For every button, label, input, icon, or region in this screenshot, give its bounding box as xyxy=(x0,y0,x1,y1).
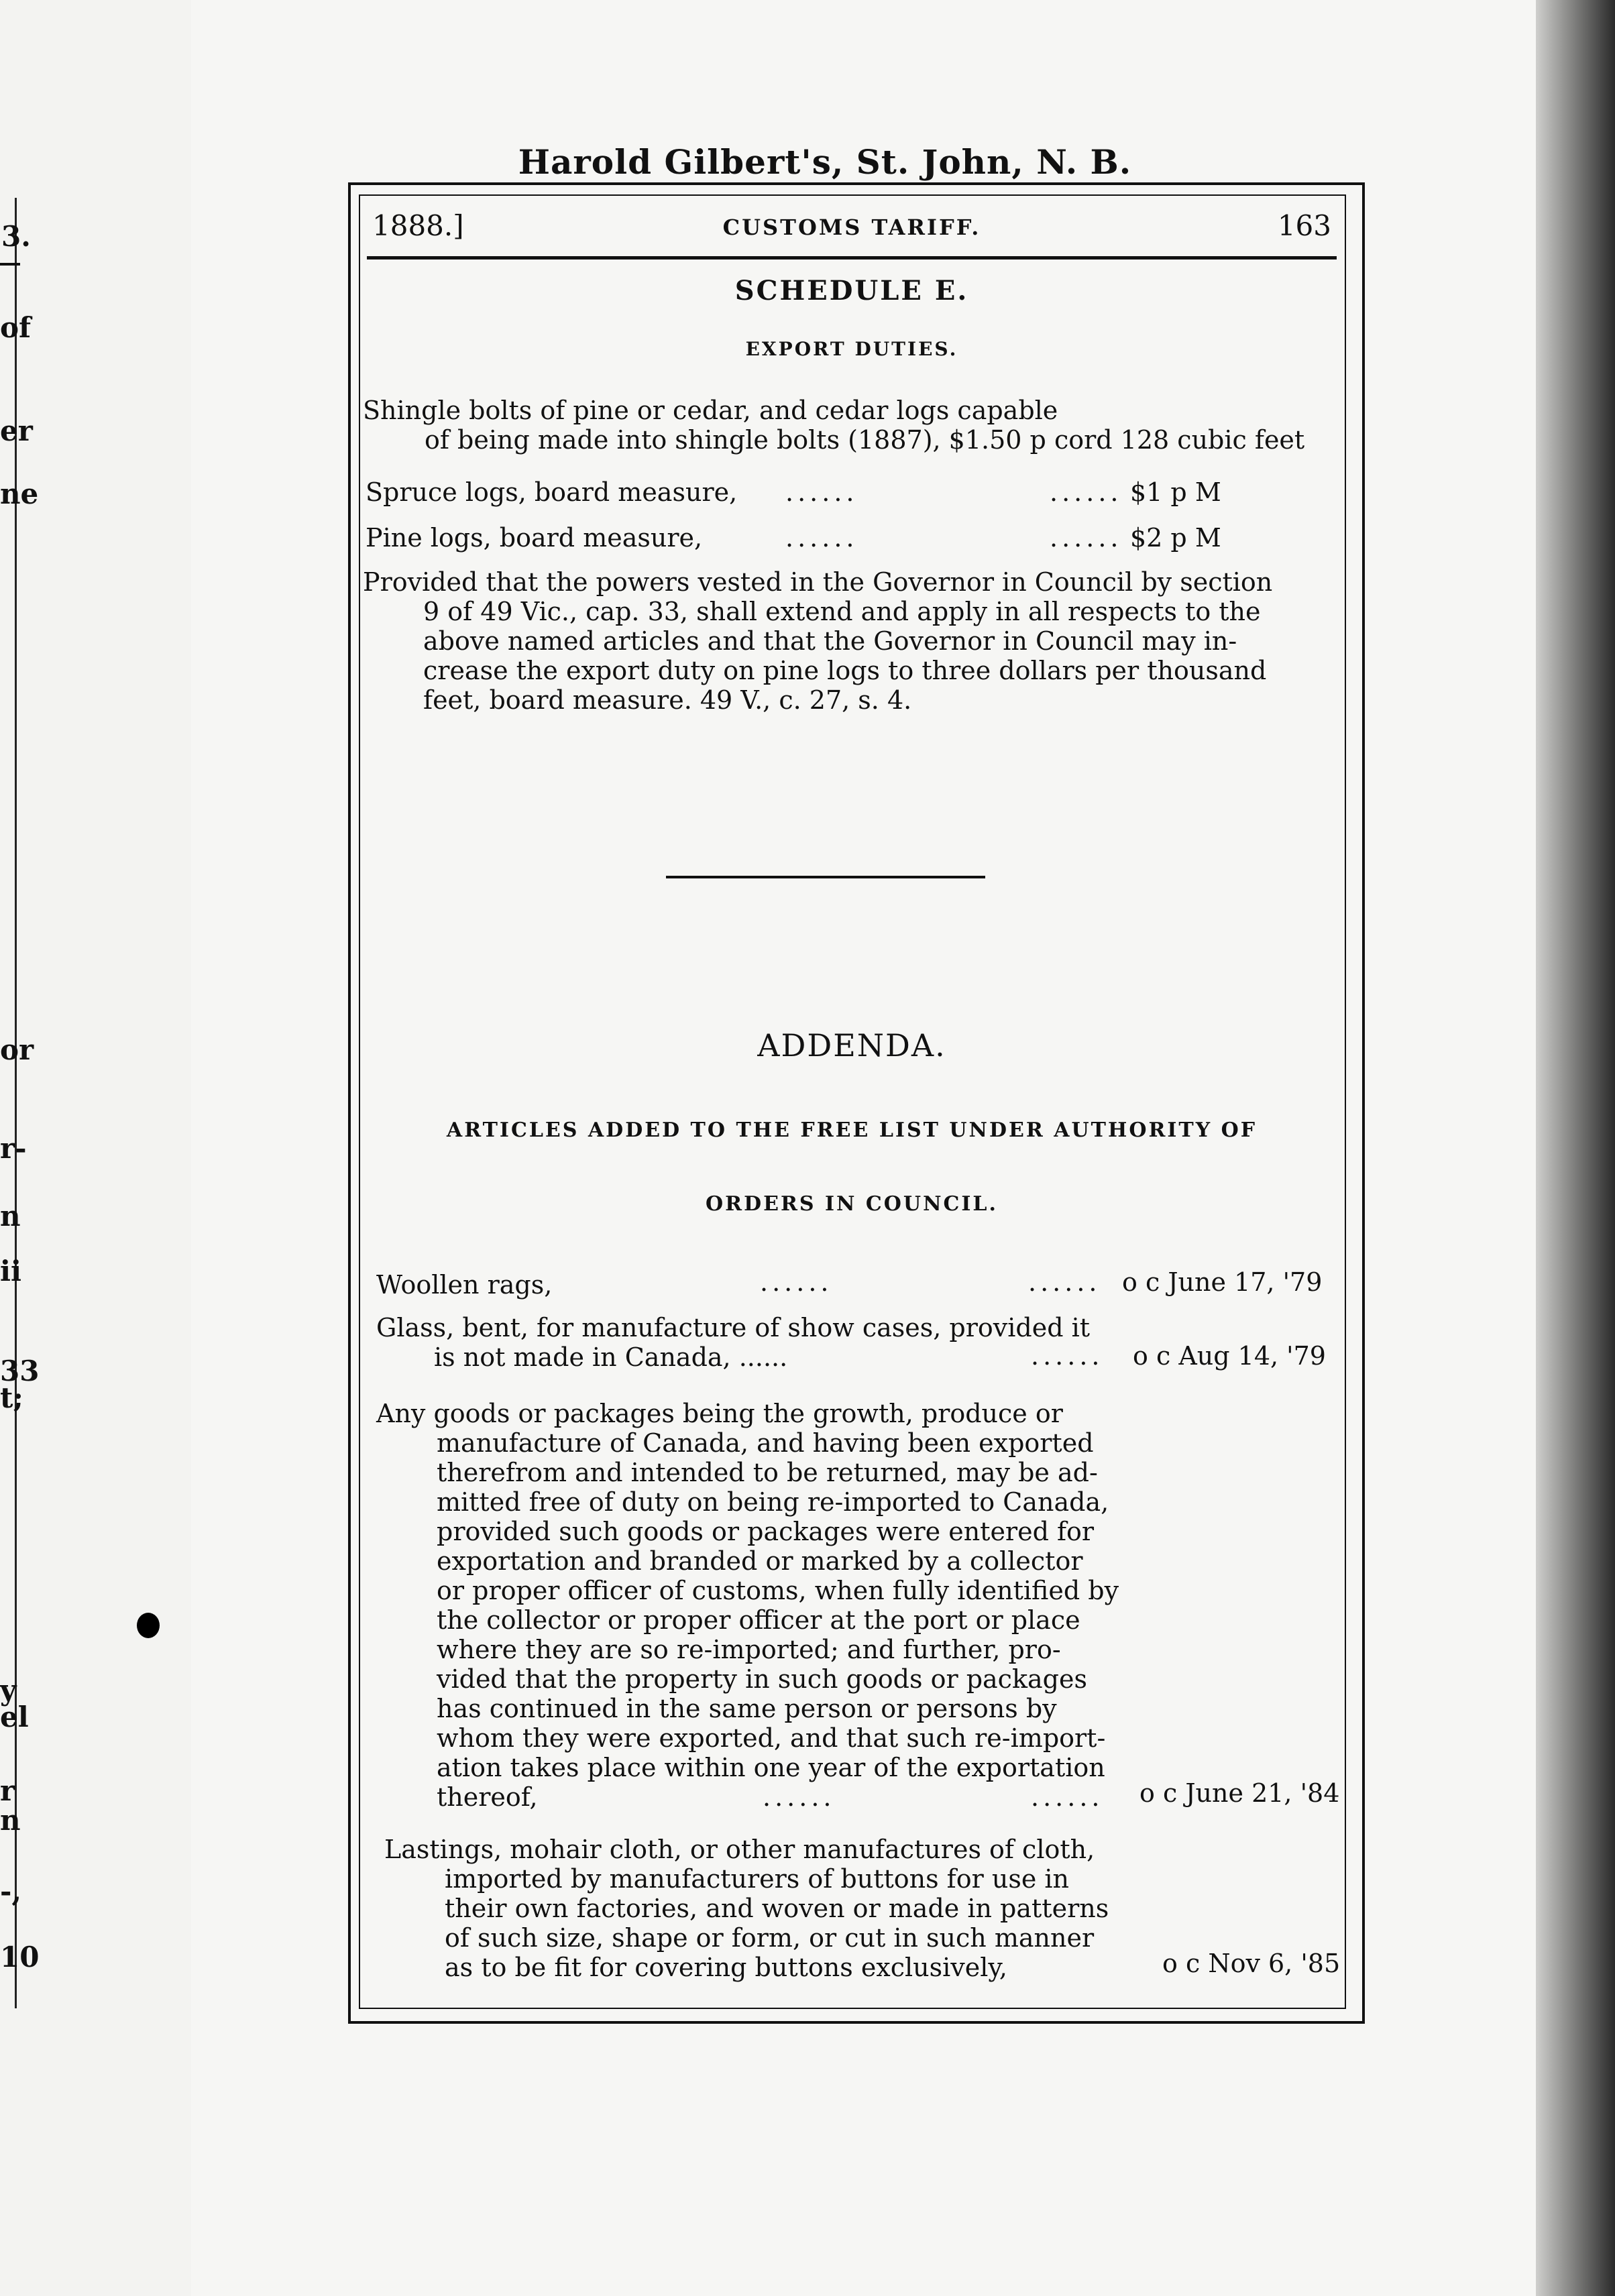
facing-text-fragment: 33 xyxy=(0,1355,40,1387)
section-divider xyxy=(666,876,985,878)
entry-line: therefrom and intended to be returned, may be ad- xyxy=(437,1458,1098,1487)
entry-line: vided that the property in such goods or packages xyxy=(437,1664,1087,1694)
duty-entry-label: Spruce logs, board measure, xyxy=(366,477,738,507)
facing-text-fragment: of xyxy=(0,311,32,344)
facing-text-fragment: er xyxy=(0,414,33,447)
facing-text-fragment: 10 xyxy=(0,1941,40,1973)
addenda-entry xyxy=(384,1835,1109,1982)
entry-line: as to be fit for covering buttons exclusively, xyxy=(445,1953,1007,1982)
header-rule xyxy=(367,256,1337,260)
entry-line: exportation and branded or marked by a collector xyxy=(437,1546,1083,1576)
proviso-paragraph xyxy=(363,567,1272,715)
leader-dots: ...... xyxy=(1031,1341,1104,1371)
entry-line: whom they were exported, and that such re-import- xyxy=(437,1723,1106,1753)
page-content xyxy=(359,194,1345,2006)
page-header xyxy=(372,209,1331,249)
facing-rule xyxy=(0,263,20,266)
entry-line: manufacture of Canada, and having been exported xyxy=(437,1428,1094,1458)
facing-text-fragment: n xyxy=(0,1200,21,1232)
ink-blot xyxy=(137,1613,160,1638)
leader-dots: ...... xyxy=(1031,1782,1104,1812)
entry-line: of such size, shape or form, or cut in such manner xyxy=(445,1923,1095,1953)
leader-dots: ...... xyxy=(785,477,858,507)
entry-line: Lastings, mohair cloth, or other manufactures of cloth, xyxy=(384,1835,1095,1864)
entry-line: ation takes place within one year of the exportation xyxy=(437,1753,1105,1782)
facing-text-fragment: n xyxy=(0,1804,21,1837)
leader-dots: ...... xyxy=(1050,477,1123,507)
facing-text-fragment: 3. xyxy=(1,220,31,253)
leader-dots: ...... xyxy=(1028,1267,1101,1297)
addenda-subtitle: ORDERS IN COUNCIL. xyxy=(706,1192,998,1216)
facing-text-fragment: t; xyxy=(0,1381,23,1414)
entry-line: the collector or proper officer at the port or place xyxy=(437,1605,1080,1635)
duty-entry-label: Pine logs, board measure, xyxy=(366,523,703,553)
schedule-subtitle: EXPORT DUTIES. xyxy=(745,338,958,360)
entry-line: Any goods or packages being the growth, produce or xyxy=(376,1399,1063,1428)
facing-text-fragment: r xyxy=(0,1774,15,1807)
leader-dots: ...... xyxy=(760,1267,833,1297)
leader-dots: ...... xyxy=(785,523,858,553)
facing-text-fragment: ii xyxy=(0,1255,21,1287)
running-head: Harold Gilbert's, St. John, N. B. xyxy=(518,142,1132,182)
entry-line: where they are so re-imported; and further, pro- xyxy=(437,1635,1061,1664)
entry-line: their own factories, and woven or made in patterns xyxy=(445,1894,1109,1923)
addenda-title: ADDENDA. xyxy=(757,1027,946,1064)
schedule-title: SCHEDULE E. xyxy=(734,275,969,306)
entry-line: Glass, bent, for manufacture of show cases, provided it xyxy=(376,1313,1091,1342)
addenda-entry xyxy=(376,1313,1090,1372)
entry-line: or proper officer of customs, when fully identified by xyxy=(437,1576,1119,1605)
entry-line: has continued in the same person or persons by xyxy=(437,1694,1057,1723)
leader-dots: ...... xyxy=(1050,523,1123,553)
facing-text-fragment: y xyxy=(0,1674,17,1707)
entry-line: imported by manufacturers of buttons for use in xyxy=(445,1864,1070,1894)
order-in-council-date: o c Nov 6, '85 xyxy=(1162,1949,1341,1978)
entry-line: provided such goods or packages were entered for xyxy=(437,1517,1095,1546)
entry-line: Shingle bolts of pine or cedar, and cedar logs capable xyxy=(363,396,1058,425)
duty-rate: $1 p M xyxy=(1130,477,1221,507)
entry-line: mitted free of duty on being re-imported to Canada, xyxy=(437,1487,1109,1517)
facing-text-fragment: r- xyxy=(0,1132,27,1165)
order-in-council-date: o c Aug 14, '79 xyxy=(1133,1341,1326,1371)
addenda-entry-label: Woollen rags, xyxy=(376,1270,553,1300)
addenda-subtitle: ARTICLES ADDED TO THE FREE LIST UNDER AUTHORITY OF xyxy=(446,1118,1258,1142)
order-in-council-date: o c June 17, '79 xyxy=(1122,1267,1323,1297)
header-year: 1888.] xyxy=(372,209,464,242)
leader-dots: ...... xyxy=(763,1782,836,1812)
page-edge-shadow xyxy=(1536,0,1615,2296)
facing-page xyxy=(0,0,200,2296)
facing-text-fragment: el xyxy=(0,1701,29,1733)
entry-line: of being made into shingle bolts (1887), $1.50 p cord 128 cubic feet xyxy=(425,425,1305,455)
duty-entry xyxy=(363,396,1304,455)
facing-text-fragment: or xyxy=(0,1033,34,1066)
proviso-line: crease the export duty on pine logs to three dollars per thousand xyxy=(423,656,1267,685)
header-title: CUSTOMS TARIFF. xyxy=(722,215,981,240)
proviso-line: Provided that the powers vested in the Governor in Council by section xyxy=(363,567,1273,597)
proviso-line: feet, board measure. 49 V., c. 27, s. 4. xyxy=(423,685,912,715)
proviso-line: above named articles and that the Governor in Council may in- xyxy=(423,626,1237,656)
duty-rate: $2 p M xyxy=(1130,523,1221,553)
entry-line: thereof, xyxy=(437,1782,538,1812)
addenda-entry xyxy=(376,1399,1119,1812)
facing-page-frame xyxy=(0,198,17,2008)
facing-text-fragment: -, xyxy=(0,1875,22,1908)
page-number: 163 xyxy=(1277,209,1331,242)
facing-text-fragment: ne xyxy=(0,477,39,510)
order-in-council-date: o c June 21, '84 xyxy=(1139,1778,1340,1808)
entry-line: is not made in Canada, ...... xyxy=(434,1342,788,1372)
proviso-line: 9 of 49 Vic., cap. 33, shall extend and apply in all respects to the xyxy=(423,597,1261,626)
